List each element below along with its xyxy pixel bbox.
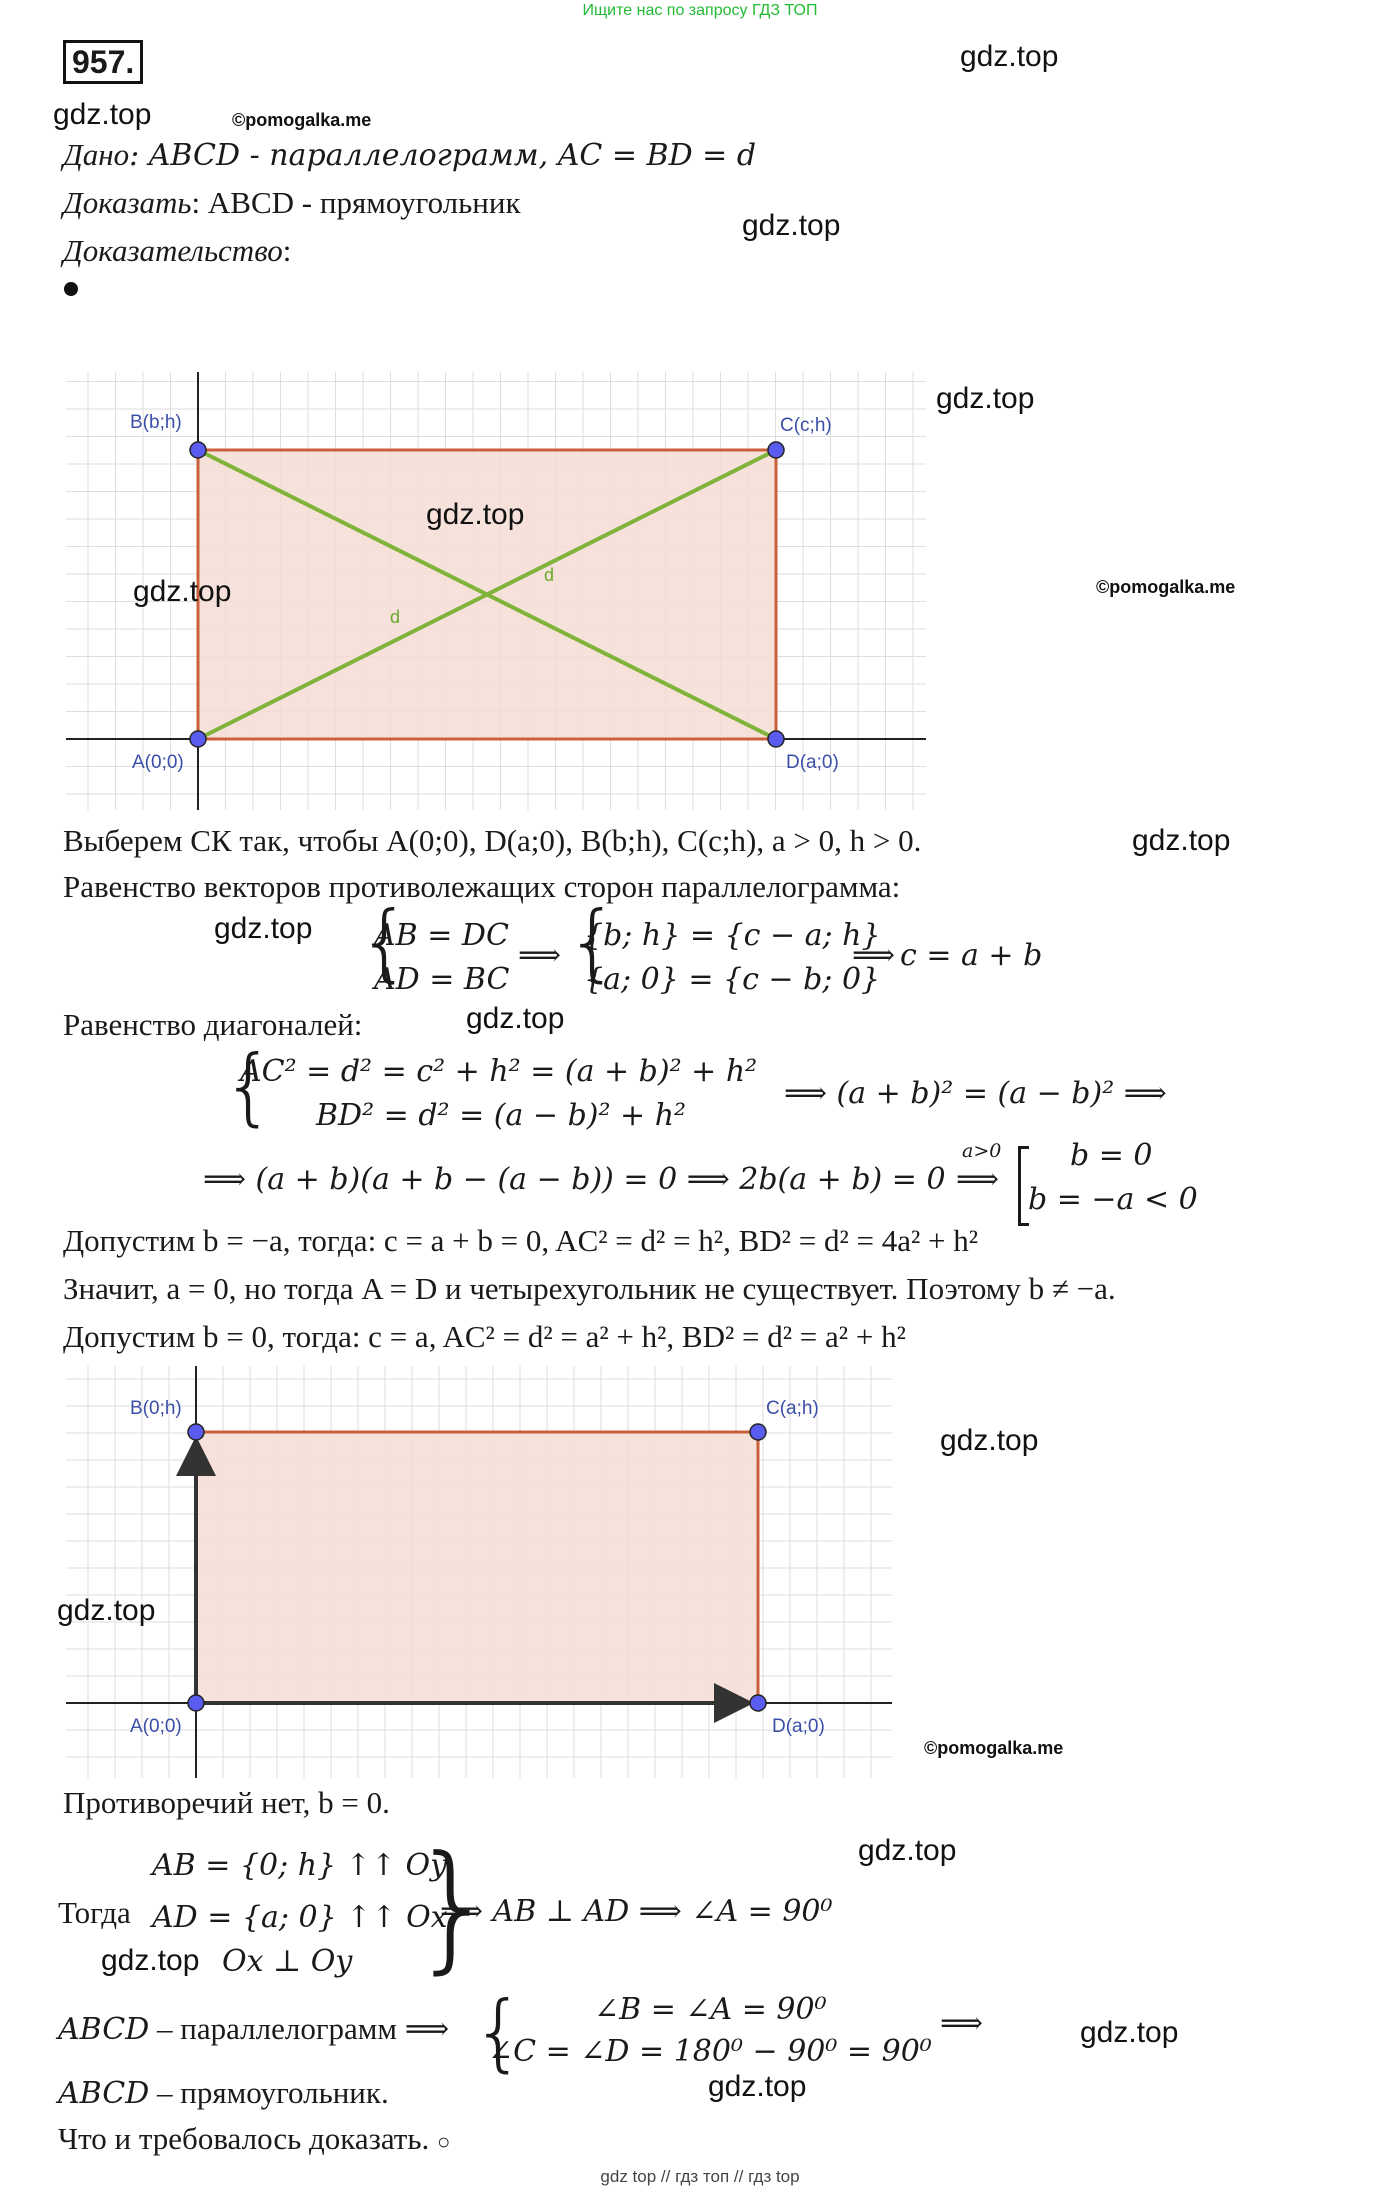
- watermark: gdz.top: [1080, 2016, 1179, 2049]
- watermark: gdz.top: [426, 498, 525, 531]
- watermark: gdz.top: [940, 1424, 1039, 1457]
- text-rectangle: [58, 2074, 389, 2113]
- bullet-dot: [64, 282, 78, 296]
- text-then: Тогда: [58, 1895, 131, 1930]
- eq1-line1: AB = DC: [374, 918, 509, 953]
- prove-label: Доказать: [63, 185, 192, 220]
- text-case-b-minus-a: Допустим b = −a, тогда: c = a + b = 0, AC² = d² = h², BD² = d² = 4a² + h²: [63, 1223, 979, 1258]
- sys1-line2: AD = {a; 0} ↑↑ Ox: [152, 1900, 448, 1935]
- eq1-line2: AD = BC: [374, 962, 510, 997]
- point-c: [768, 442, 784, 458]
- eq1-right1: {b; h} = {c − a; h}: [584, 918, 881, 953]
- brace-left: {: [222, 1037, 276, 1135]
- watermark: gdz.top: [708, 2070, 807, 2103]
- text-contradiction: Значит, a = 0, но тогда A = D и четырехугольник не существует. Поэтому b ≠ −a.: [63, 1271, 1116, 1306]
- watermark: gdz.top: [101, 1944, 200, 1977]
- brace-right: }: [410, 1826, 498, 1987]
- prove-text: : ABCD - прямоугольник: [191, 185, 521, 220]
- label-c: C(c;h): [780, 415, 832, 436]
- proof-label: Доказательство: [63, 233, 283, 268]
- watermark-small: ©pomogalka.me: [232, 110, 372, 130]
- label-c: C(a;h): [766, 1398, 819, 1419]
- label-diag-bd: d: [544, 565, 555, 585]
- angles-line1: ∠B = ∠A = 90⁰: [594, 1992, 827, 2027]
- label-b: B(0;h): [130, 1398, 182, 1419]
- label-a: A(0;0): [130, 1716, 182, 1737]
- label-a: A(0;0): [132, 752, 184, 773]
- point-d: [750, 1695, 766, 1711]
- rectangle-text: – прямоугольник.: [149, 2075, 389, 2110]
- watermark: gdz.top: [742, 209, 841, 242]
- eq1-result: c = a + b: [900, 938, 1043, 973]
- qed-text: Что и требовалось доказать.: [58, 2121, 430, 2156]
- eq3-main: ⟹ (a + b)(a + b − (a − b)) = 0 ⟹ 2b(a + b) = 0: [203, 1162, 946, 1197]
- sys1-result: ⟹ AB ⊥ AD ⟹ ∠A = 90⁰: [440, 1894, 833, 1929]
- rectangle-abcd: [196, 1432, 758, 1703]
- footer-links: gdz top // гдз топ // гдз top: [600, 2167, 800, 2186]
- top-banner: Ищите нас по запросу ГДЗ ТОП: [582, 2, 818, 19]
- eq1-arrow1: ⟹: [518, 938, 562, 973]
- proof-colon: :: [282, 233, 292, 268]
- eq2-line2: BD² = d² = (a − b)² + h²: [316, 1098, 687, 1133]
- watermark: gdz.top: [133, 575, 232, 608]
- watermark-small: ©pomogalka.me: [1096, 577, 1236, 597]
- eq2-line1: AC² = d² = c² + h² = (a + b)² + h²: [240, 1054, 758, 1089]
- parallelogram-text: – параллелограмм ⟹: [149, 2011, 450, 2046]
- point-a: [190, 731, 206, 747]
- label-b: B(b;h): [130, 412, 182, 433]
- angles-arrow: ⟹: [940, 2006, 984, 2041]
- end-mark: ○: [437, 2129, 451, 2154]
- text-diagonal-equality: Равенство диагоналей:: [63, 1007, 363, 1042]
- eq3-condition: a>0: [962, 1140, 1002, 1162]
- eq3-case1: b = 0: [1070, 1138, 1153, 1173]
- point-c: [750, 1424, 766, 1440]
- watermark: gdz.top: [960, 40, 1059, 73]
- proof-line: [63, 232, 291, 270]
- abcd-label: ABCD: [58, 2076, 150, 2111]
- given-label: Дано: [63, 137, 130, 172]
- text-coordinate-system: Выберем СК так, чтобы A(0;0), D(a;0), B(b;h), C(c;h), a > 0, h > 0.: [63, 823, 922, 858]
- eq3-arrow: ⟹: [956, 1162, 1000, 1197]
- brace-left: {: [472, 1983, 526, 2081]
- prove-line: [63, 184, 521, 222]
- text-parallelogram: [58, 2010, 449, 2049]
- brace-left: {: [358, 893, 412, 991]
- watermark: gdz.top: [214, 912, 313, 945]
- watermark: gdz.top: [53, 98, 152, 131]
- eq1-right2: {a; 0} = {c − b; 0}: [584, 962, 881, 997]
- watermark-small: ©pomogalka.me: [924, 1738, 1064, 1758]
- watermark: gdz.top: [57, 1594, 156, 1627]
- text-no-contradiction: Противоречий нет, b = 0.: [63, 1785, 390, 1820]
- watermark: gdz.top: [858, 1834, 957, 1867]
- watermark: gdz.top: [1132, 824, 1231, 857]
- eq1-arrow2: ⟹: [852, 938, 896, 973]
- sys1-line1: AB = {0; h} ↑↑ Oy: [152, 1848, 448, 1883]
- text-qed: [58, 2120, 450, 2161]
- eq2-result: ⟹ (a + b)² = (a − b)² ⟹: [784, 1076, 1167, 1111]
- point-a: [188, 1695, 204, 1711]
- angles-line2: ∠C = ∠D = 180⁰ − 90⁰ = 90⁰: [488, 2034, 932, 2069]
- given-text: : ABCD - параллелограмм, AC = BD = d: [129, 138, 757, 173]
- problem-number: 957.: [63, 40, 143, 84]
- label-d: D(a;0): [786, 752, 839, 773]
- watermark: gdz.top: [936, 382, 1035, 415]
- sys1-line3: Ox ⊥ Oy: [222, 1944, 353, 1979]
- point-d: [768, 731, 784, 747]
- point-b: [190, 442, 206, 458]
- text-vector-equality: Равенство векторов противолежащих сторон параллелограмма:: [63, 869, 901, 904]
- label-diag-ac: d: [390, 607, 401, 627]
- eq3-case2: b = −a < 0: [1028, 1182, 1198, 1217]
- given-line: [63, 136, 756, 175]
- brace-left: {: [566, 893, 620, 991]
- abcd-label: ABCD: [58, 2012, 150, 2047]
- watermark: gdz.top: [466, 1002, 565, 1035]
- text-case-b-zero: Допустим b = 0, тогда: c = a, AC² = d² = a² + h², BD² = d² = a² + h²: [63, 1319, 906, 1354]
- diagram-rectangle: [66, 1366, 892, 1778]
- label-d: D(a;0): [772, 1716, 825, 1737]
- point-b: [188, 1424, 204, 1440]
